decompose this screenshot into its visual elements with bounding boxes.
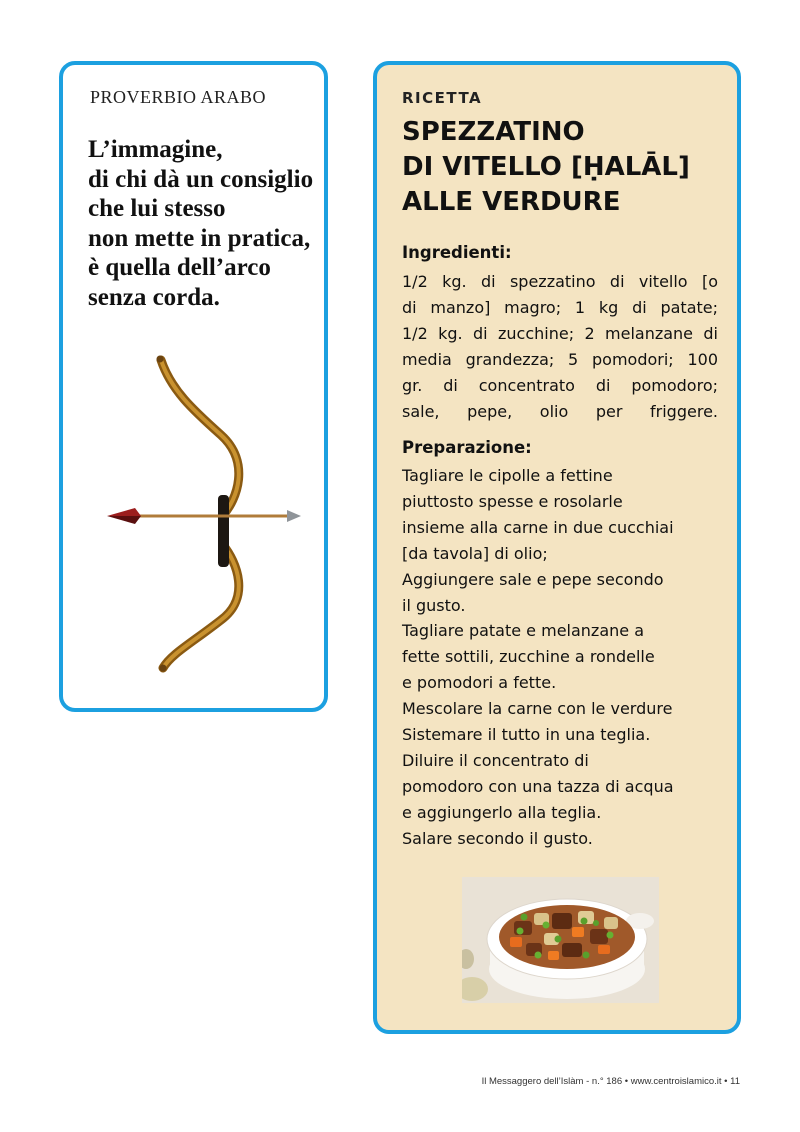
ingredients-line: sale, pepe, olio per friggere. (402, 402, 718, 421)
ingredients-line: 1/2 kg. di zucchine; 2 melanzane di (402, 324, 718, 343)
preparation-line: [da tavola] di olio; (402, 543, 548, 563)
recipe-label: RICETTA (402, 89, 483, 107)
preparation-line: il gusto. (402, 595, 466, 615)
preparation-line: Tagliare le cipolle a fettine (402, 466, 613, 485)
preparation-line: Salare secondo il gusto. (402, 828, 593, 848)
preparation-line: Tagliare patate e melanzane a (402, 621, 645, 641)
ingredients-line: di manzo] magro; 1 kg di patate; (402, 298, 718, 317)
page-footer: Il Messaggero dell’Islàm - n.° 186 • www.centroislamico.it • 11 (481, 1076, 740, 1087)
ingredients-line: 1/2 kg. di spezzatino di vitello [o (402, 272, 718, 291)
proverb-line: di chi dà un consiglio (88, 165, 314, 193)
preparation-line: e pomodori a fette. (402, 673, 557, 693)
recipe-title-line: SPEZZATINO (402, 117, 585, 147)
preparation-line: Aggiungere sale e pepe secondo (402, 569, 664, 589)
stew-photo (462, 877, 659, 1003)
recipe-title-line: ALLE VERDURE (402, 187, 621, 217)
proverb-card (59, 61, 328, 712)
proverb-line: non mette in pratica, (88, 224, 311, 252)
proverb-line: L’immagine, (88, 136, 223, 163)
recipe-title (402, 115, 722, 220)
ingredients-line: media grandezza; 5 pomodori; 100 (402, 350, 718, 369)
preparation-line: e aggiungerlo alla teglia. (402, 802, 602, 822)
proverb-label: PROVERBIO ARABO (90, 87, 267, 107)
recipe-title-line: DI VITELLO [ḤALĀL] (402, 152, 690, 182)
preparation-line: pomodoro con una tazza di acqua (402, 776, 674, 796)
ingredients-text (402, 269, 718, 425)
preparation-text (402, 463, 732, 852)
ingredients-line: gr. di concentrato di pomodoro; (402, 376, 718, 395)
recipe-card (373, 61, 741, 1034)
ingredients-heading: Ingredienti: (402, 243, 512, 262)
preparation-line: Sistemare il tutto in una teglia. (402, 725, 651, 745)
preparation-line: Mescolare la carne con le verdure (402, 699, 673, 719)
proverb-line: senza corda. (88, 283, 220, 311)
preparation-heading: Preparazione: (402, 438, 532, 457)
proverb-line: è quella dell’arco (88, 254, 271, 281)
proverb-line: che lui stesso (88, 195, 226, 222)
preparation-line: piuttosto spesse e rosolarle (402, 491, 623, 511)
preparation-line: Diluire il concentrato di (402, 750, 589, 770)
preparation-line: fette sottili, zucchine a rondelle (402, 647, 655, 667)
stew-bowl-illustration (462, 877, 659, 1003)
bow-and-arrow-illustration (101, 350, 301, 680)
preparation-line: insieme alla carne in due cucchiai (402, 517, 674, 537)
proverb-text (88, 135, 328, 312)
